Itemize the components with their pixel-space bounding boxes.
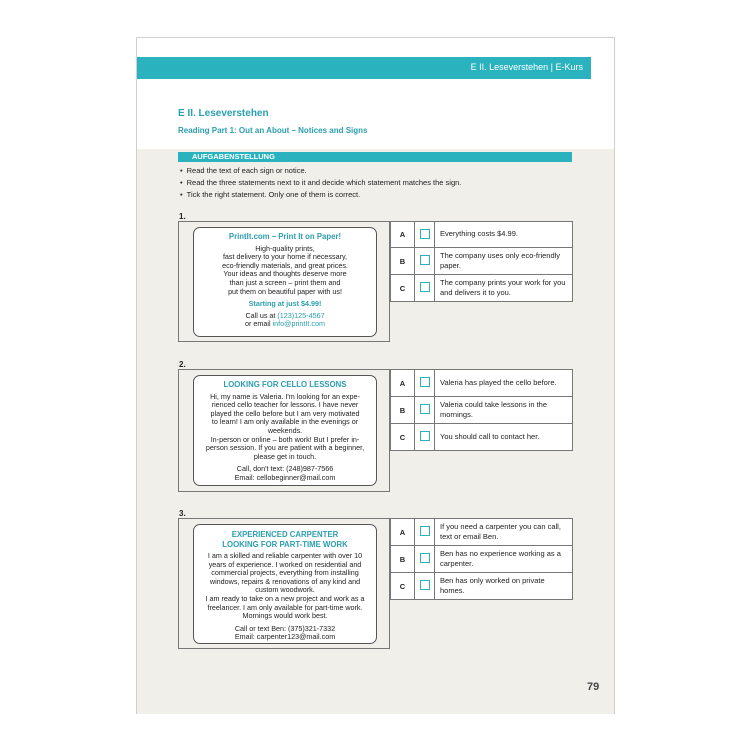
- option-checkbox[interactable]: [420, 404, 430, 414]
- page-number: 79: [587, 681, 600, 693]
- notice-title: EXPERIENCED CARPENTER LOOKING FOR PART-TIME WORK: [222, 530, 348, 549]
- section-subtitle: Reading Part 1: Out an About – Notices and Signs: [178, 126, 368, 135]
- task-label-bar: [178, 152, 572, 162]
- option-text: If you need a carpenter you can call, text or email Ben.: [435, 519, 573, 546]
- workbook-page: [136, 37, 615, 714]
- option-row: [391, 248, 573, 275]
- notice-contact-phone: Call, don't text: (248)987-7566: [236, 464, 334, 474]
- option-row: [391, 573, 573, 600]
- instruction-item: • Read the three statements next to it and decide which statement matches the sign.: [180, 178, 461, 187]
- notice-card: [193, 375, 377, 486]
- option-text: The company uses only eco-friendly paper.: [435, 248, 573, 275]
- option-row: [391, 424, 573, 451]
- option-text: You should call to contact her.: [435, 424, 573, 451]
- instruction-item: • Read the text of each sign or notice.: [180, 166, 307, 175]
- exercise-area: [137, 149, 614, 714]
- notice-body: I am a skilled and reliable carpenter with over 10 years of experience. I worked on residential and commercial projects, everything from installing windows, repairs & renovations of any kind and custom woodwork. I am ready to take on a new project and work as a freelancer. I am only available for part-time work. Mornings would work best.: [205, 551, 365, 621]
- option-text: Ben has only worked on private homes.: [435, 573, 573, 600]
- notice-highlight: Starting at just $4.99!: [248, 299, 322, 309]
- notice-frame: [178, 369, 390, 492]
- option-checkbox[interactable]: [420, 255, 430, 265]
- option-letter: A: [391, 519, 415, 546]
- running-title: E II. Leseverstehen | E-Kurs: [470, 62, 583, 72]
- option-row: [391, 222, 573, 248]
- option-row: [391, 519, 573, 546]
- option-checkbox[interactable]: [420, 282, 430, 292]
- notice-body: High-quality prints, fast delivery to your home if necessary, eco-friendly materials, and great prices. Your ideas and thoughts deserve more than just a screen – print them and put them on beautiful paper with us!: [222, 243, 348, 296]
- option-row: [391, 370, 573, 397]
- option-checkbox[interactable]: [420, 431, 430, 441]
- notice-contact-email: or email info@printIt.com: [245, 319, 325, 329]
- notice-body: Hi, my name is Valeria. I'm looking for an expe- rienced cello teacher for lessons. I have never played the cello before but I am very motivated to learn! I am only available in the evenings or weekends. In-person or online – both work! But I prefer in- person session. If you are patient with a beginner, please get in touch.: [205, 391, 365, 461]
- title-area: [137, 79, 614, 149]
- options-table: [390, 221, 573, 302]
- header-bar: [137, 57, 591, 79]
- section-title: E II. Leseverstehen: [178, 108, 269, 119]
- options-table: [390, 369, 573, 451]
- option-letter: A: [391, 370, 415, 397]
- option-letter: C: [391, 275, 415, 302]
- option-row: [391, 546, 573, 573]
- option-letter: B: [391, 248, 415, 275]
- notice-title: LOOKING FOR CELLO LESSONS: [223, 380, 347, 389]
- option-text: Valeria has played the cello before.: [435, 370, 573, 397]
- option-row: [391, 275, 573, 302]
- notice-card: [193, 227, 377, 337]
- notice-contact-email: Email: carpenter123@mail.com: [234, 632, 336, 642]
- option-text: Everything costs $4.99.: [435, 222, 573, 248]
- item-number: 2.: [179, 360, 186, 369]
- option-letter: A: [391, 222, 415, 248]
- notice-frame: [178, 518, 390, 649]
- notice-frame: [178, 221, 390, 342]
- option-checkbox[interactable]: [420, 377, 430, 387]
- notice-contact-email: Email: cellobeginner@mail.com: [234, 472, 336, 482]
- notice-title: PrintIt.com – Print It on Paper!: [228, 232, 342, 241]
- options-table: [390, 518, 573, 600]
- instruction-item: • Tick the right statement. Only one of them is correct.: [180, 190, 360, 199]
- option-checkbox[interactable]: [420, 553, 430, 563]
- item-number: 1.: [179, 212, 186, 221]
- option-checkbox[interactable]: [420, 229, 430, 239]
- option-checkbox[interactable]: [420, 580, 430, 590]
- option-checkbox[interactable]: [420, 526, 430, 536]
- notice-contact-phone: Call or text Ben: (375)321-7332: [234, 623, 336, 633]
- option-letter: B: [391, 546, 415, 573]
- notice-contact-phone: Call us at (123)125-4567: [245, 310, 325, 320]
- notice-card: [193, 524, 377, 644]
- option-text: The company prints your work for you and delivers it to you.: [435, 275, 573, 302]
- task-label: AUFGABENSTELLUNG: [192, 152, 275, 161]
- option-text: Ben has no experience working as a carpenter.: [435, 546, 573, 573]
- item-number: 3.: [179, 509, 186, 518]
- option-row: [391, 397, 573, 424]
- option-letter: C: [391, 424, 415, 451]
- option-letter: C: [391, 573, 415, 600]
- option-letter: B: [391, 397, 415, 424]
- option-text: Valeria could take lessons in the mornings.: [435, 397, 573, 424]
